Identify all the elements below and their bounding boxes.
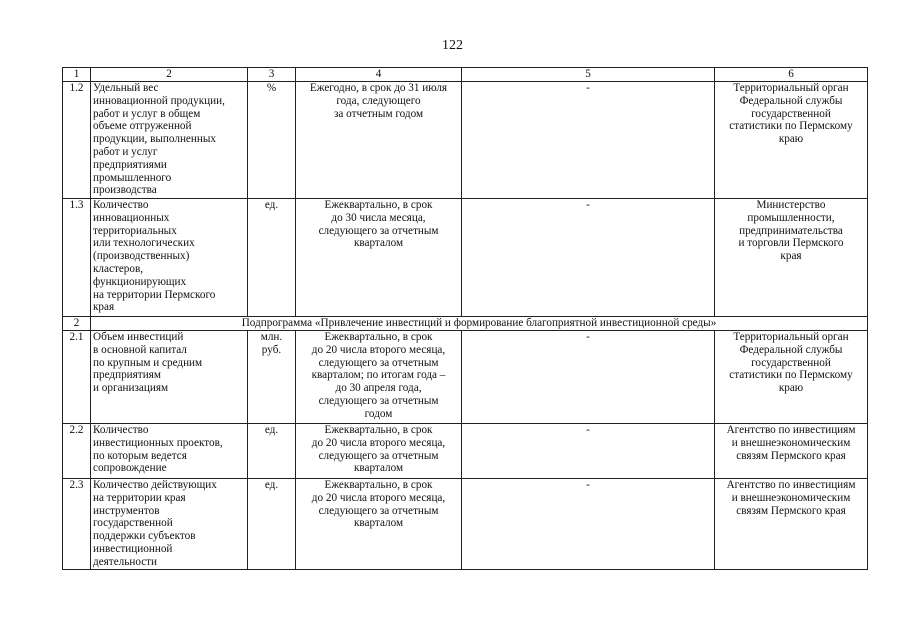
header-cell: 1 (63, 68, 91, 82)
method-cell: - (462, 424, 715, 479)
subprogram-title: Подпрограмма «Привлечение инвестиций и формирование благоприятной инвестиционной среды» (91, 317, 868, 331)
row-number: 2 (63, 317, 91, 331)
unit-cell: млн. руб. (248, 331, 296, 424)
header-cell: 4 (296, 68, 462, 82)
method-cell: - (462, 82, 715, 199)
source-cell: Министерство промышленности, предпринимательства и торговли Пермского края (715, 199, 868, 317)
header-cell: 5 (462, 68, 715, 82)
source-cell: Агентство по инвестициям и внешнеэкономическим связям Пермского края (715, 479, 868, 570)
indicator-name: Объем инвестиций в основной капитал по крупным и средним предприятиям и организациям (91, 331, 248, 424)
row-number: 2.2 (63, 424, 91, 479)
header-cell: 6 (715, 68, 868, 82)
indicators-table (62, 67, 868, 570)
period-cell: Ежеквартально, в срок до 20 числа второго месяца, следующего за отчетным кварталом (296, 424, 462, 479)
indicator-name: Удельный вес инновационной продукции, работ и услуг в общем объеме отгруженной продукции, выполненных работ и услуг предприятиями промышленного производства (91, 82, 248, 199)
unit-cell: ед. (248, 479, 296, 570)
period-cell: Ежегодно, в срок до 31 июля года, следующего за отчетным годом (296, 82, 462, 199)
row-number: 1.2 (63, 82, 91, 199)
method-cell: - (462, 331, 715, 424)
header-cell: 2 (91, 68, 248, 82)
period-cell: Ежеквартально, в срок до 20 числа второго месяца, следующего за отчетным кварталом; по итогам года – до 30 апреля года, следующего за отчетным годом (296, 331, 462, 424)
method-cell: - (462, 199, 715, 317)
table-row (63, 331, 868, 424)
method-cell: - (462, 479, 715, 570)
period-cell: Ежеквартально, в срок до 30 числа месяца, следующего за отчетным кварталом (296, 199, 462, 317)
indicator-name: Количество инновационных территориальных или технологических (производственных) кластеров, функционирующих на территории Пермского края (91, 199, 248, 317)
header-cell: 3 (248, 68, 296, 82)
source-cell: Агентство по инвестициям и внешнеэкономическим связям Пермского края (715, 424, 868, 479)
unit-cell: % (248, 82, 296, 199)
indicator-name: Количество инвестиционных проектов, по которым ведется сопровождение (91, 424, 248, 479)
period-cell: Ежеквартально, в срок до 20 числа второго месяца, следующего за отчетным кварталом (296, 479, 462, 570)
indicator-name: Количество действующих на территории края инструментов государственной поддержки субъектов инвестиционной деятельности (91, 479, 248, 570)
subprogram-row (63, 317, 868, 331)
source-cell: Территориальный орган Федеральной службы государственной статистики по Пермскому краю (715, 331, 868, 424)
row-number: 2.1 (63, 331, 91, 424)
unit-cell: ед. (248, 424, 296, 479)
table-row (63, 82, 868, 199)
table-header-row (63, 68, 868, 82)
row-number: 1.3 (63, 199, 91, 317)
table-row (63, 424, 868, 479)
source-cell: Территориальный орган Федеральной службы государственной статистики по Пермскому краю (715, 82, 868, 199)
unit-cell: ед. (248, 199, 296, 317)
table-row (63, 199, 868, 317)
page-number: 122 (442, 38, 463, 53)
table-row (63, 479, 868, 570)
row-number: 2.3 (63, 479, 91, 570)
